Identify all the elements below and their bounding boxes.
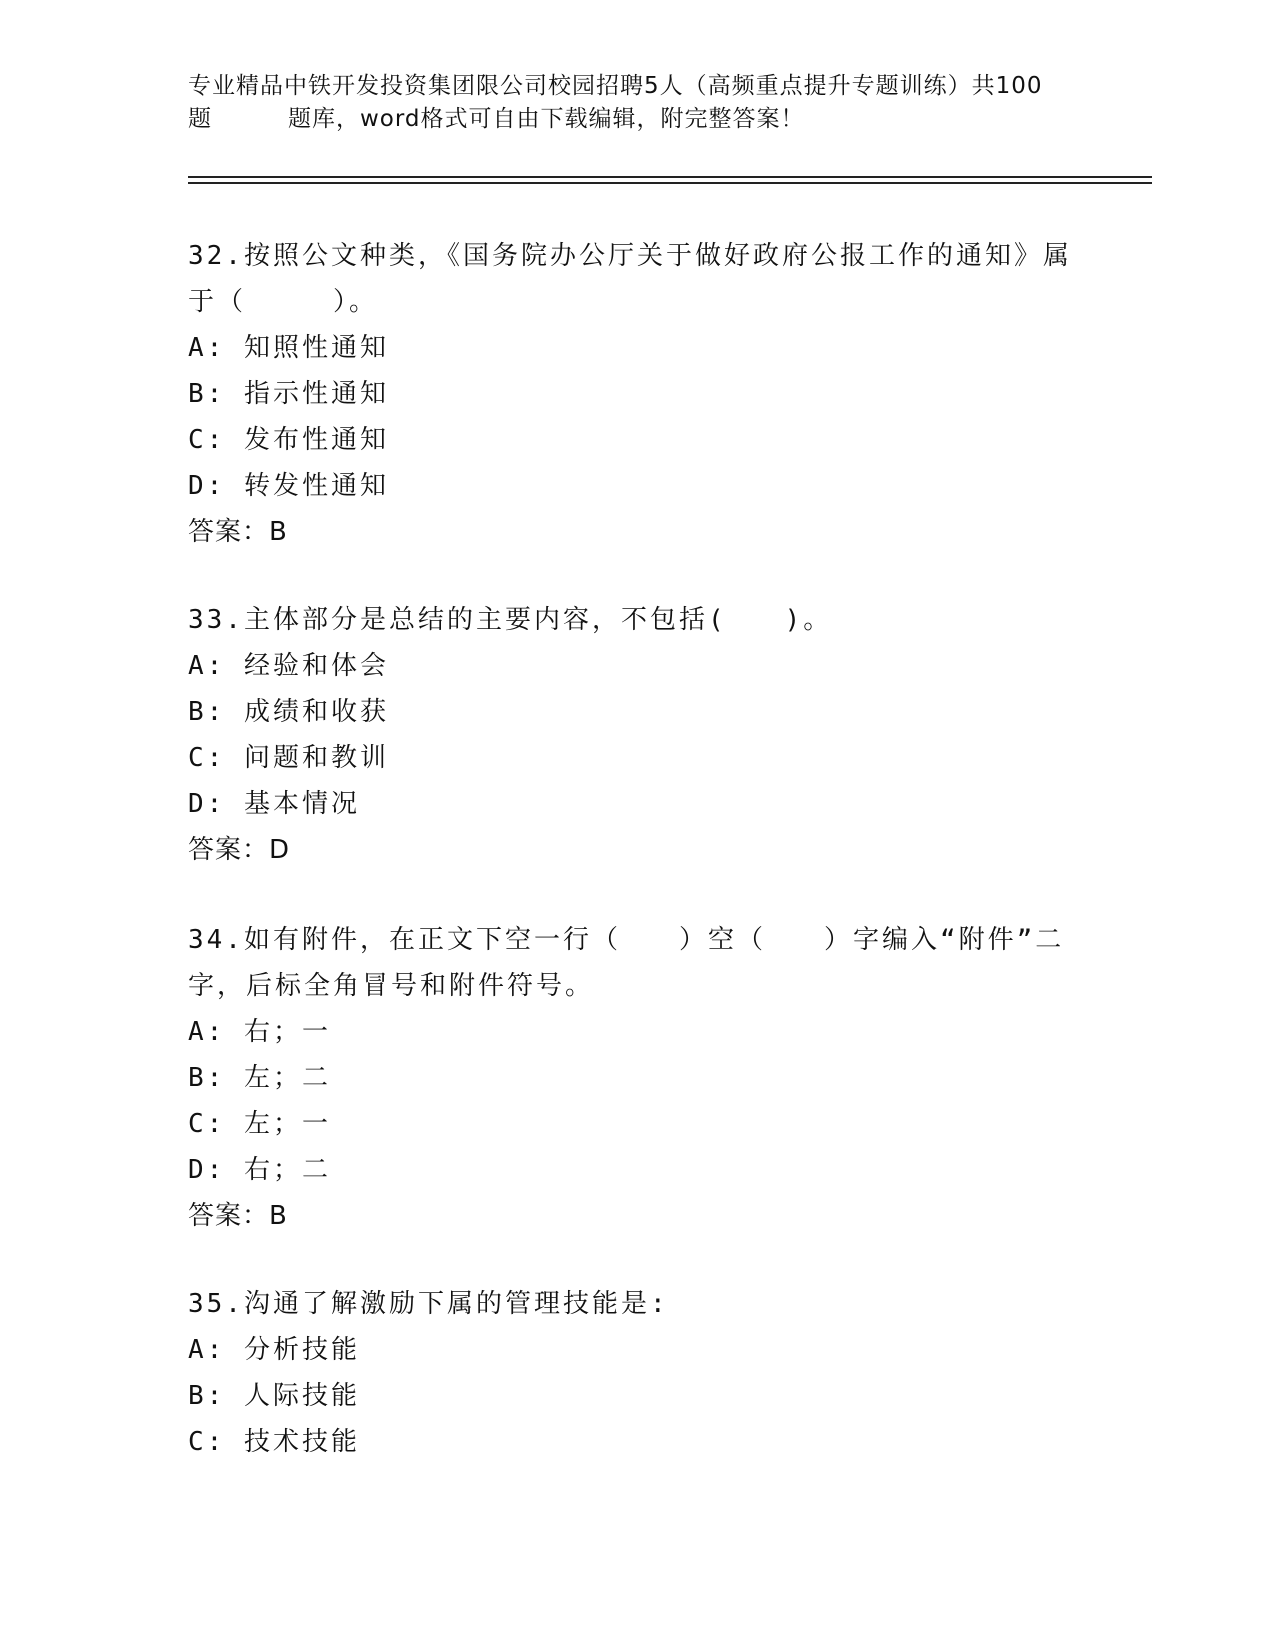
question-32 [188, 233, 1088, 555]
option-c: C: 发布性通知 [188, 425, 389, 455]
answer: 答案：D [188, 835, 291, 865]
answer: 答案：B [188, 1201, 288, 1231]
answer: 答案：B [188, 517, 288, 547]
header-rule-bottom [188, 182, 1152, 184]
header-line-2-rest: 题库，word格式可自由下载编辑，附完整答案！ [288, 106, 805, 132]
option-a: A: 知照性通知 [188, 333, 389, 363]
option-a: A: 右；一 [188, 1017, 331, 1047]
question-stem: 33.主体部分是总结的主要内容，不包括( )。 [188, 605, 833, 635]
option-a: A: 分析技能 [188, 1335, 360, 1365]
option-a: A: 经验和体会 [188, 651, 389, 681]
question-stem: 35.沟通了解激励下属的管理技能是: [188, 1289, 669, 1319]
option-d: D: 转发性通知 [188, 471, 389, 501]
option-b: B: 指示性通知 [188, 379, 389, 409]
header-line-2-start: 题 [188, 106, 212, 132]
header-line-1: 专业精品中铁开发投资集团限公司校园招聘5人（高频重点提升专题训练）共100 [188, 73, 1043, 99]
header-line-2 [188, 103, 1088, 136]
option-c: C: 问题和教训 [188, 743, 389, 773]
option-b: B: 人际技能 [188, 1381, 360, 1411]
question-33 [188, 597, 1088, 873]
option-b: B: 成绩和收获 [188, 697, 389, 727]
option-d: D: 右；二 [188, 1155, 331, 1185]
option-d: D: 基本情况 [188, 789, 360, 819]
question-34 [188, 917, 1088, 1239]
option-c: C: 技术技能 [188, 1427, 360, 1457]
option-b: B: 左；二 [188, 1063, 331, 1093]
option-c: C: 左；一 [188, 1109, 331, 1139]
header-rule-top [188, 176, 1152, 178]
question-stem: 32.按照公文种类，《国务院办公厅关于做好政府公报工作的通知》属于（ ）。 [188, 241, 1072, 317]
question-stem: 34.如有附件，在正文下空一行（ ）空（ ）字编入“附件”二字，后标全角冒号和附件符号。 [188, 925, 1065, 1001]
question-35 [188, 1281, 1088, 1465]
document-header [188, 70, 1088, 136]
